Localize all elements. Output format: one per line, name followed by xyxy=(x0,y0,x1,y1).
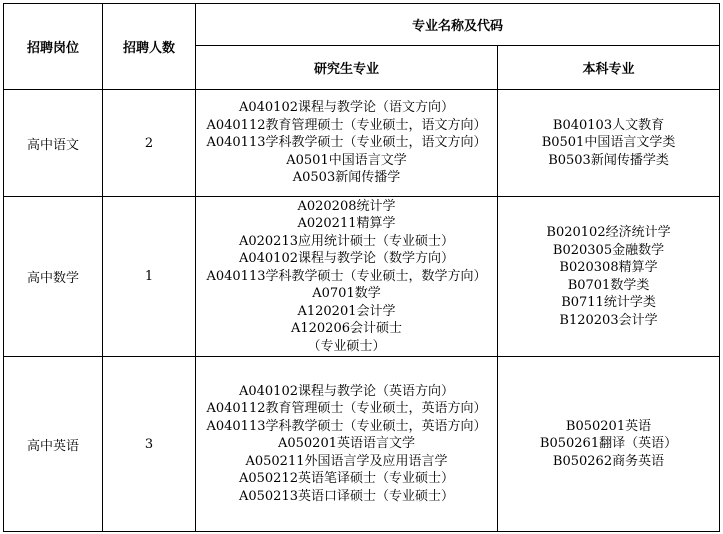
major-item: A0701数学 xyxy=(312,286,381,302)
major-item: A040102课程与教学论（语文方向） xyxy=(238,100,454,116)
major-item: A040113学科教学硕士（专业硕士，英语方向） xyxy=(206,418,487,434)
major-item: B0701数学类 xyxy=(567,277,650,293)
major-item: A020211精算学 xyxy=(297,216,396,232)
header-count: 招聘人数 xyxy=(103,4,196,90)
undergrad-major-list xyxy=(500,224,717,329)
major-item: B0711统计学类 xyxy=(561,295,656,310)
header-major-group: 专业名称及代码 xyxy=(196,4,720,46)
undergrad-major-list xyxy=(500,418,717,471)
major-item: A120201会计学 xyxy=(297,303,396,319)
major-item: A040112教育管理硕士（专业硕士，语文方向） xyxy=(206,117,487,133)
header-undergrad-major: 本科专业 xyxy=(498,46,720,90)
major-item: B040103人文教育 xyxy=(552,117,665,133)
undergrad-major-cell xyxy=(498,197,720,357)
major-item: B020308精算学 xyxy=(559,260,658,275)
grad-major-cell xyxy=(196,357,498,532)
position-cell: 高中语文 xyxy=(4,90,103,197)
grad-major-cell xyxy=(196,90,498,197)
header-row-1 xyxy=(4,4,720,46)
undergrad-major-cell xyxy=(498,90,720,197)
major-item: A040113学科教学硕士（专业硕士，数学方向） xyxy=(206,268,487,284)
grad-major-cell xyxy=(196,197,498,357)
grad-major-list xyxy=(198,198,495,356)
major-item: A050213英语口译硕士（专业硕士） xyxy=(238,488,454,504)
major-item: B020305金融数学 xyxy=(552,242,665,258)
major-item: A040102课程与教学论（数学方向） xyxy=(238,251,454,267)
major-item: B050201英语 xyxy=(565,418,652,434)
major-item: B050262商务英语 xyxy=(552,453,665,469)
major-item: A020208统计学 xyxy=(297,198,396,214)
major-item: A020213应用统计硕士（专业硕士） xyxy=(238,233,454,249)
major-item: A050211外国语言学及应用语言学 xyxy=(245,453,448,469)
major-item: A040113学科教学硕士（专业硕士，语文方向） xyxy=(206,135,487,151)
table-row xyxy=(4,357,720,532)
grad-major-list xyxy=(198,383,495,506)
major-item: B020102经济统计学 xyxy=(546,225,671,240)
major-item: A120206会计硕士 xyxy=(290,321,402,337)
major-item: B0503新闻传播学类 xyxy=(548,152,669,168)
count-cell: 2 xyxy=(103,90,196,197)
major-item: A050201英语语言文学 xyxy=(277,436,415,452)
undergrad-major-list xyxy=(500,117,717,170)
undergrad-major-cell xyxy=(498,357,720,532)
major-item: A0503新闻传播学 xyxy=(292,170,401,186)
major-item: B120203会计学 xyxy=(559,312,658,328)
count-cell: 1 xyxy=(103,197,196,357)
count-cell: 3 xyxy=(103,357,196,532)
major-item: B050261翻译（英语） xyxy=(539,436,678,452)
table-row xyxy=(4,90,720,197)
position-cell: 高中数学 xyxy=(4,197,103,357)
major-item: A040112教育管理硕士（专业硕士，英语方向） xyxy=(206,401,487,417)
grad-major-list xyxy=(198,99,495,187)
major-item: B0501中国语言文学类 xyxy=(541,135,676,151)
major-item: A040102课程与教学论（英语方向） xyxy=(238,383,454,399)
major-item: A0501中国语言文学 xyxy=(286,152,407,168)
header-position: 招聘岗位 xyxy=(4,4,103,90)
recruitment-table xyxy=(3,3,720,532)
table-row xyxy=(4,197,720,357)
header-grad-major: 研究生专业 xyxy=(196,46,498,90)
major-item: （专业硕士） xyxy=(307,338,386,354)
major-item: A050212英语笔译硕士（专业硕士） xyxy=(238,471,454,487)
position-cell: 高中英语 xyxy=(4,357,103,532)
